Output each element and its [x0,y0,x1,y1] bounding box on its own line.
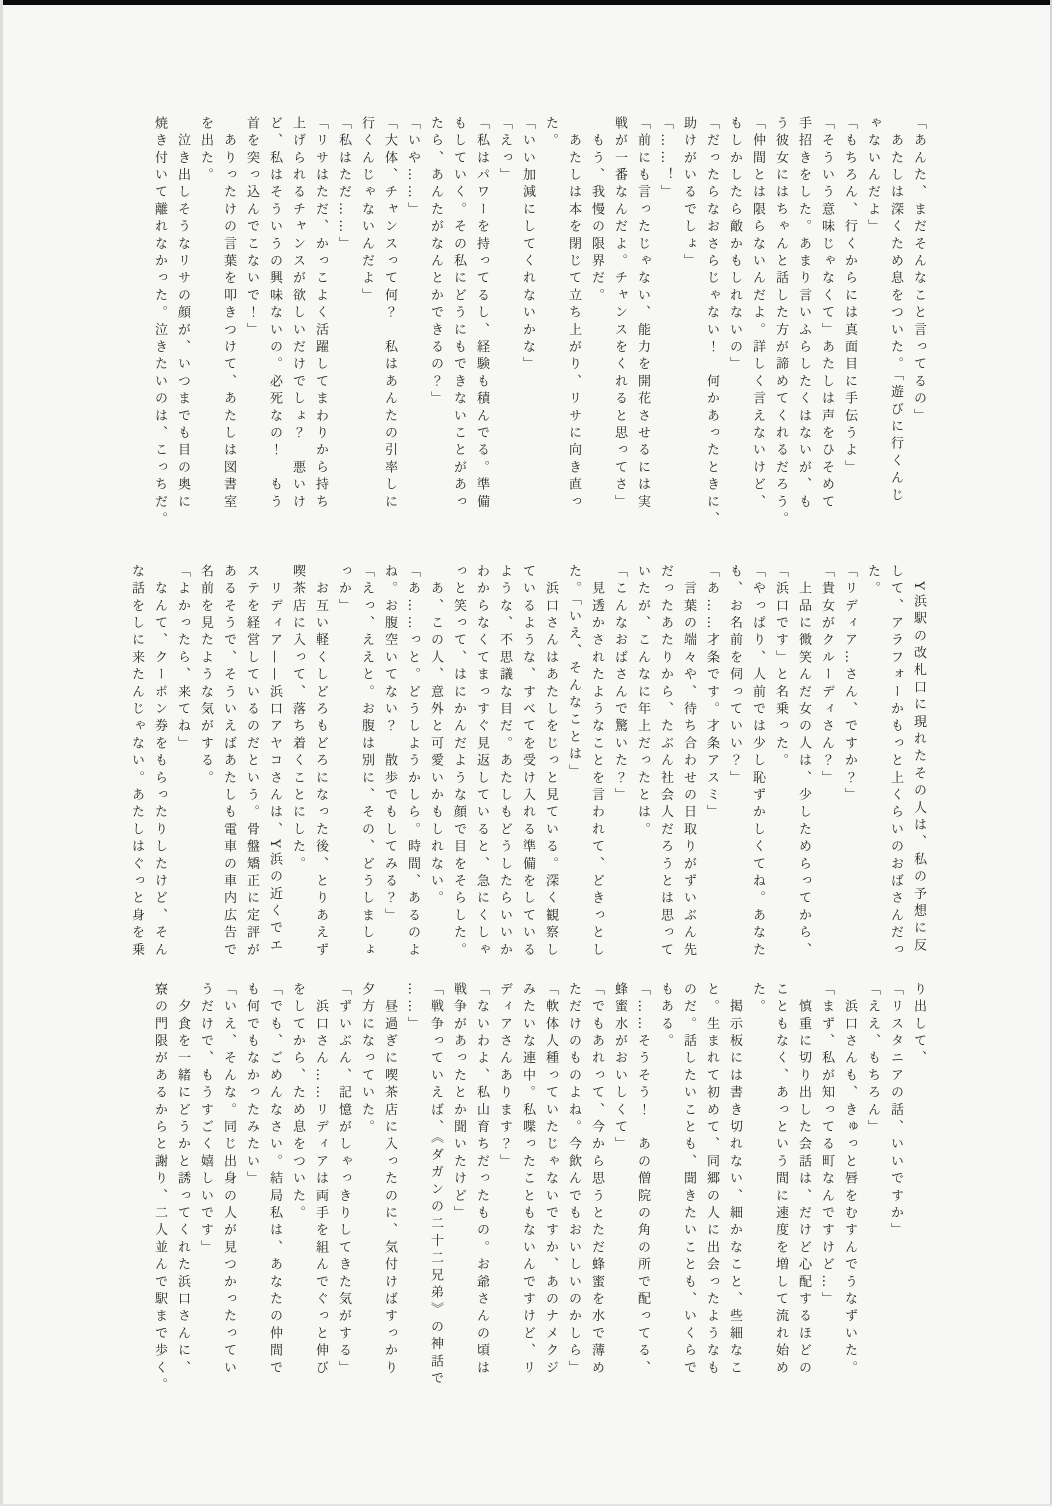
text-column: 上品に微笑んだ女の人は、少しためらってから、 [796,564,811,960]
text-column: を出た。 [198,116,213,185]
text-column: ……」 [405,982,420,1034]
text-column: 「よかったら、来てね」 [175,564,190,754]
text-column: 助けがいるでしょ」 [681,116,696,271]
text-column: 浜口さんはあたしをじっと見ている。深く観察し [543,564,558,960]
text-column: ステを経営しているのだという。骨盤矯正に定評が [244,564,259,960]
text-column: 夕方になっていた。 [359,982,374,1137]
text-column: もある。 [658,982,673,1051]
text-column: もしていく。その私にどうにもできないことがあっ [451,116,466,512]
text-column: 「貴女がクルーディさん？」 [819,564,834,788]
text-column: ど、私はそういうの興味ないの。必死なの！ もう [267,116,282,512]
text-column: 焼き付いて離れなかった。泣きたいのは、こっちだ。 [152,116,167,529]
text-band-top [148,116,930,529]
text-column: 泣き出しそうなリサの顔が、いつまでも目の奥に [175,116,190,512]
text-column: た。 [750,982,765,1017]
text-column: 「……！」 [658,116,673,202]
text-column: リディア——浜口アヤコさんは、Y浜の近くでエ [267,564,282,956]
text-column: っか」 [336,564,351,616]
text-column: 「私はパワーを持ってるし、経験も積んでる。準備 [474,116,489,512]
text-column: 「えっ、ええと。お腹は別に、その、どうしましょ [359,564,374,960]
text-column: ているような、すべてを受け入れる準備をしている [520,564,535,960]
text-column: ディアさんあります？」 [497,982,512,1172]
text-column: ありったけの言葉を叩きつけて、あたしは図書室 [221,116,236,512]
text-column: 「軟体人種っていたじゃないですか、あのナメクジ [543,982,558,1378]
text-column: あたしは本を閉じて立ち上がり、リサに向き直っ [566,116,581,512]
text-column: 「前にも言ったじゃない、能力を開花させるには実 [635,116,650,512]
text-column: あ、この人、意外と可愛いかもしれない。 [428,564,443,908]
text-column: 「まず、私が知ってる町なんですけど…」 [819,982,834,1309]
text-column: 慎重に切り出した会話は、だけど心配するほどの [796,982,811,1378]
text-column: 行くんじゃないんだよ」 [359,116,374,306]
text-column: 「でもあれって、今から思うとただ蜂蜜を水で薄め [589,982,604,1378]
text-column: 「いや……」 [405,116,420,220]
text-column: 「ずいぶん、記憶がしゃっきりしてきた気がする」 [336,982,351,1378]
text-column: 戦が一番なんだよ。チャンスをくれると思ってさ」 [612,116,627,512]
text-column: 「ないわよ、私山育ちだったもの。お爺さんの頃は [474,982,489,1378]
text-column: をしてから、ため息をついた。 [290,982,305,1223]
text-column: 「こんなおばさんで驚いた？」 [612,564,627,805]
text-column: 「あ……っと。どうしようかしら。時間、あるのよ [405,564,420,960]
text-column: 「戦争っていえば、《ダガンの二十二兄弟》の神話で [428,982,443,1389]
text-column: うだけで、もうすごく嬉しいです」 [198,982,213,1258]
text-column: 「そういう意味じゃなくて」あたしは声をひそめて [819,116,834,512]
text-column: ような、不思議な目だ。あたしもどうしたらいいか [497,564,512,960]
text-column: のだ。話したいことも、聞きたいことも、いくらで [681,982,696,1378]
text-column: り出して、 [911,982,926,1068]
text-column: た。 [865,564,880,599]
text-column: もしかしたら敵かもしれないの」 [727,116,742,374]
text-column: あたしは深くため息をついた。「遊びに行くんじ [888,116,903,506]
text-column: 昼過ぎに喫茶店に入ったのに、気付けばすっかり [382,982,397,1378]
text-column: 夕食を一緒にどうかと誘ってくれた浜口さんに、 [175,982,190,1378]
text-column: た。 [543,116,558,151]
text-column: 「……そうそう！ あの僧院の角の所で配ってる、 [635,982,650,1378]
text-column: う彼女にはちゃんと話した方が諦めてくれるだろう。 [773,116,788,529]
text-column: 「浜口です」と名乗った。 [773,564,788,771]
text-column: こともなく、あっという間に速度を増して流れ始め [773,982,788,1378]
text-column: たら、あんたがなんとかできるの？」 [428,116,443,409]
text-column: 掲示板には書き切れない、細かなこと、些細なこ [727,982,742,1378]
text-column: た。「いえ、そんなことは」 [566,564,581,782]
text-column: 「ええ、もちろん」 [865,982,880,1137]
text-column: っと笑って、はにかんだような顔で目をそらした。 [451,564,466,960]
text-column: 見透かされたようなことを言われて、どきっとし [589,564,604,960]
text-band-bottom [148,982,930,1395]
text-column: 首を突っ込んでこないで！」 [244,116,259,340]
text-column: みたいな連中。私喋ったこともないんですけど、リ [520,982,535,1378]
text-column: 「でも、ごめんなさい。結局私は、あなたの仲間で [267,982,282,1378]
text-column: なんて、クーポン券をもらったりしたけど、そん [152,564,167,960]
text-column: と。生まれて初めて、同郷の人に出会ったようなも [704,982,719,1378]
text-column: 「リスタニアの話、いいですか」 [888,982,903,1240]
text-column: 浜口さんも、きゅっと唇をむすんでうなずいた。 [842,982,857,1378]
text-column: 「リサはただ、かっこよく活躍してまわりから持ち [313,116,328,512]
text-column: 蜂蜜水がおいしくて」 [612,982,627,1154]
text-column: Y浜駅の改札口に現れたその人は、私の予想に反 [911,564,926,956]
text-column: 「大体、チャンスって何？ 私はあんたの引率しに [382,116,397,512]
text-column: 「だったらなおさらじゃない！ 何かあったときに、 [704,116,719,529]
text-column: 「私はただ……」 [336,116,351,254]
text-column: 「リディア…さん、ですか？」 [842,564,857,805]
text-column: 「いい加減にしてくれないかな」 [520,116,535,374]
text-column: 「えっ」 [497,116,512,185]
text-column: もう、我慢の限界だ。 [589,116,604,306]
text-column: 名前を見たような気がする。 [198,564,213,788]
text-column: 手招きをした。あまり言いふらしたくはないが、も [796,116,811,512]
text-column: 「あ……才条です。才条アスミ」 [704,564,719,822]
text-column: 戦争があったとか聞いたけど」 [451,982,466,1223]
text-column: も、お名前を伺っていい？」 [727,564,742,788]
text-column: 「仲間とは限らないんだよ。詳しく言えないけど、 [750,116,765,512]
text-column: 浜口さん……リディアは両手を組んでぐっと伸び [313,982,328,1378]
text-column: も何でもなかったみたい」 [244,982,259,1189]
text-column: わからなくてまっすぐ見返していると、急にくしゃ [474,564,489,960]
text-column: お互い軽くしどろもどろになった後、とりあえず [313,564,328,960]
text-column: 寮の門限があるからと謝り、二人並んで駅まで歩く。 [152,982,167,1395]
page-top-edge [0,0,1052,5]
text-column: あるそうで、そういえばあたしも電車の車内広告で [221,564,236,960]
text-column: だったあたりから、たぶん社会人だろうとは思って [658,564,673,960]
text-column: 喫茶店に入って、落ち着くことにした。 [290,564,305,874]
text-column: ゃないんだよ」 [865,116,880,237]
text-column: いたが、こんなに年上だったとは。 [635,564,650,840]
text-column: 「もちろん、行くからには真面目に手伝うよ」 [842,116,857,478]
text-column: な話をしに来たんじゃない。あたしはぐっと身を乗 [129,564,144,960]
text-column: して、アラフォーかもっと上くらいのおばさんだっ [888,564,903,960]
text-column: 「いえ、そんな。同じ出身の人が見つかったってい [221,982,236,1378]
text-column: 上げられるチャンスが欲しいだけでしょ？ 悪いけ [290,116,305,512]
text-band-middle [125,564,930,960]
page-left-edge [0,0,3,1506]
text-column: ね。お腹空いてない？ 散歩でもしてみる？」 [382,564,397,926]
text-column: 言葉の端々や、待ち合わせの日取りがずいぶん先 [681,564,696,960]
text-column: 「やっぱり、人前では少し恥ずかしくてね。あなた [750,564,765,960]
text-column: 「あんた、まだそんなこと言ってるの」 [911,116,926,426]
text-column: ただけのものよね。今飲んでもおいしいのかしら」 [566,982,581,1378]
